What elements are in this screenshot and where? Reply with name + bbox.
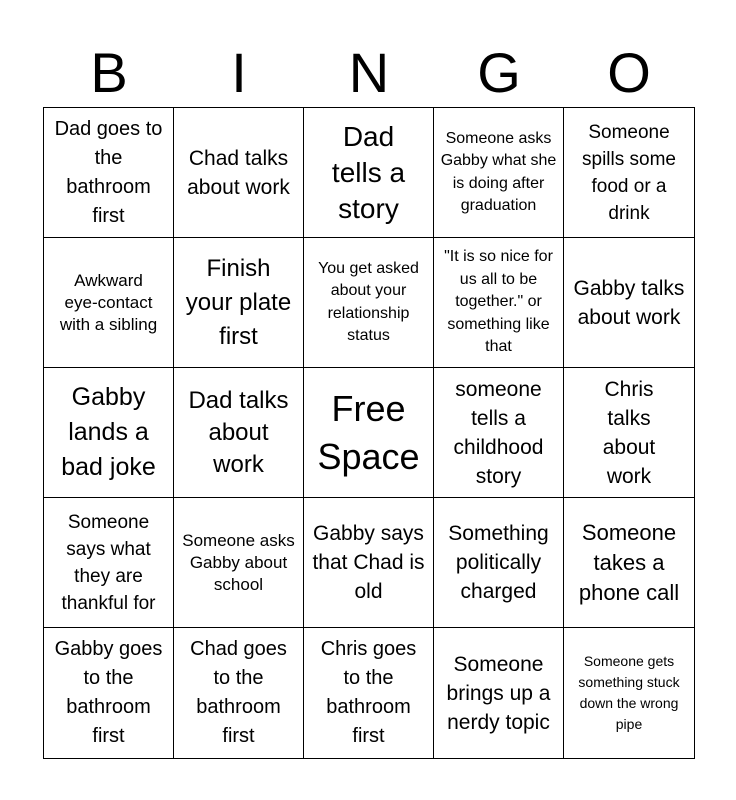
bingo-cell-text: Chad talks about work xyxy=(187,146,290,199)
bingo-cell-text: Chris goes to the bathroom first xyxy=(320,638,417,747)
bingo-card-grid xyxy=(43,107,695,759)
bingo-cell-text: Gabby says that Chad is old xyxy=(312,522,425,603)
bingo-cell[interactable] xyxy=(44,498,174,628)
header-letter-o: O xyxy=(607,41,651,104)
bingo-cell[interactable] xyxy=(44,108,174,238)
bingo-cell-text: Someone spills some food or a drink xyxy=(582,121,676,224)
bingo-cell-text: Gabby lands a bad joke xyxy=(61,383,156,481)
bingo-cell-text: Gabby goes to the bathroom first xyxy=(54,638,163,747)
bingo-cell[interactable] xyxy=(434,628,564,758)
bingo-cell-text: Dad tells a story xyxy=(331,120,406,224)
bingo-cell-text: someone tells a childhood story xyxy=(453,377,544,488)
free-space-text: Free Space xyxy=(317,387,420,477)
bingo-cell-text: Someone asks Gabby about school xyxy=(182,530,295,594)
bingo-cell[interactable] xyxy=(564,628,694,758)
free-space-cell[interactable] xyxy=(304,368,434,498)
header-letter-n: N xyxy=(348,41,390,104)
bingo-cell[interactable] xyxy=(304,628,434,758)
bingo-header xyxy=(44,40,694,106)
bingo-cell-text: Someone says what they are thankful for xyxy=(61,511,156,614)
header-letter-i: I xyxy=(231,41,247,104)
bingo-cell[interactable] xyxy=(434,238,564,368)
bingo-cell-text: Dad talks about work xyxy=(188,386,289,478)
bingo-cell-text: Chad goes to the bathroom first xyxy=(190,638,287,747)
bingo-cell-text: Chris talks about work xyxy=(602,377,656,488)
bingo-cell-text: Someone takes a phone call xyxy=(578,519,680,605)
bingo-cell[interactable] xyxy=(304,238,434,368)
bingo-cell[interactable] xyxy=(304,108,434,238)
bingo-cell[interactable] xyxy=(174,238,304,368)
bingo-cell-text: "It is so nice for us all to be together." or something like that xyxy=(444,248,553,356)
bingo-cell[interactable] xyxy=(174,498,304,628)
bingo-cell[interactable] xyxy=(564,238,694,368)
bingo-cell[interactable] xyxy=(434,108,564,238)
bingo-cell[interactable] xyxy=(44,628,174,758)
bingo-cell[interactable] xyxy=(564,368,694,498)
bingo-cell[interactable] xyxy=(44,368,174,498)
bingo-cell-text: Gabby talks about work xyxy=(573,276,685,329)
bingo-cell-text: Finish your plate first xyxy=(185,254,292,350)
bingo-cell[interactable] xyxy=(174,628,304,758)
bingo-cell-text: Someone brings up a nerdy topic xyxy=(446,652,551,734)
bingo-cell-text: Someone asks Gabby what she is doing after graduation xyxy=(440,129,557,214)
bingo-cell[interactable] xyxy=(434,498,564,628)
bingo-cell[interactable] xyxy=(174,368,304,498)
bingo-cell-text: You get asked about your relationship status xyxy=(318,259,419,344)
bingo-cell[interactable] xyxy=(434,368,564,498)
bingo-cell-text: Awkward eye-contact with a sibling xyxy=(59,270,158,334)
bingo-cell-text: Dad goes to the bathroom first xyxy=(54,117,163,227)
bingo-cell[interactable] xyxy=(564,108,694,238)
bingo-cell[interactable] xyxy=(564,498,694,628)
bingo-cell[interactable] xyxy=(174,108,304,238)
bingo-cell[interactable] xyxy=(304,498,434,628)
header-letter-b: B xyxy=(90,41,128,104)
bingo-cell[interactable] xyxy=(44,238,174,368)
header-letter-g: G xyxy=(477,41,521,104)
bingo-cell-text: Something politically charged xyxy=(448,522,549,603)
bingo-cell-text: Someone gets something stuck down the wrong pipe xyxy=(578,653,680,732)
